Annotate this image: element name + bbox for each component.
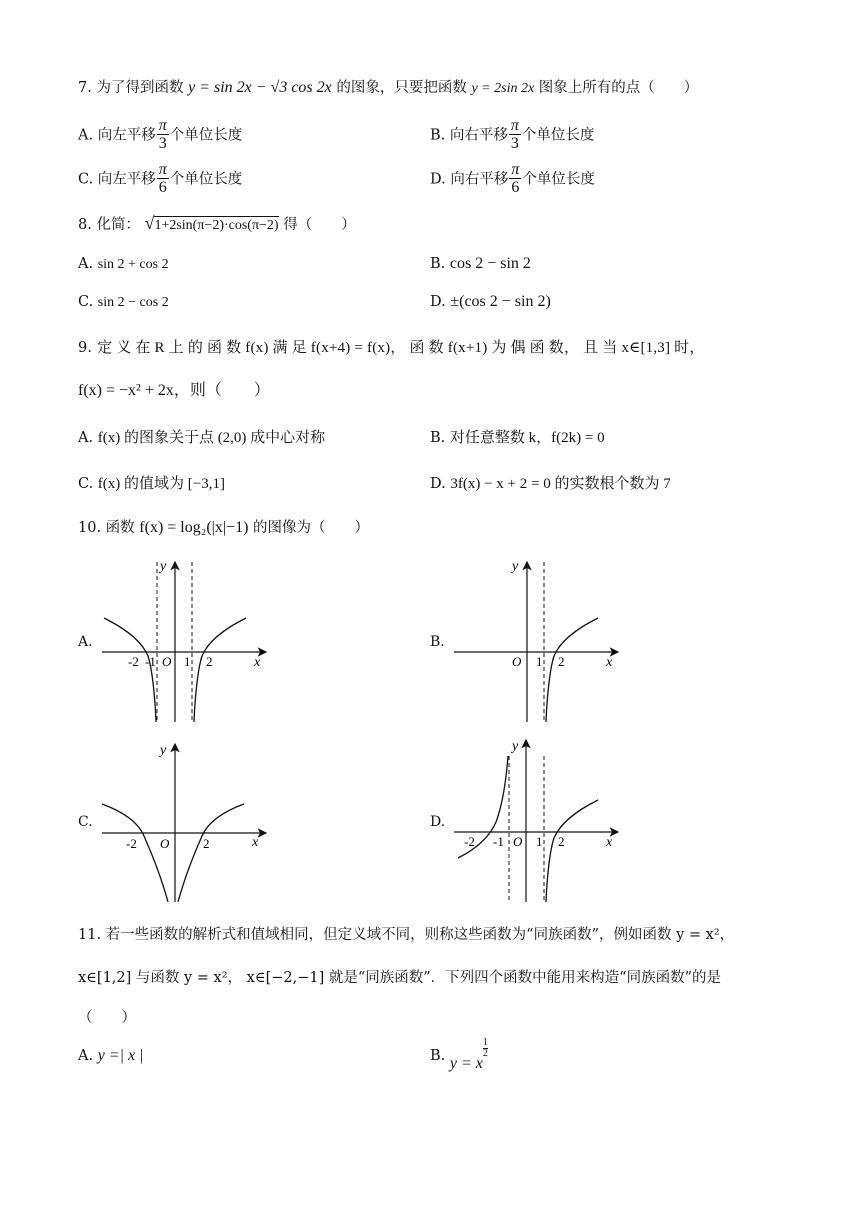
q11-line1-text: 若一些函数的解析式和值域相同，但定义域不同，则称这些函数为“同族函数”，例如函数 y = x²，: [105, 927, 735, 943]
tick-m2: -2: [126, 836, 137, 851]
tick-p2: 2: [558, 834, 565, 849]
q8-stem-pre: 化简：: [96, 217, 140, 233]
q10-graph-d[interactable]: [450, 736, 630, 906]
curve-right: [546, 800, 598, 902]
q7-option-c[interactable]: [78, 162, 242, 197]
option-text: 个单位长度: [521, 127, 595, 144]
q7-stem: [78, 78, 698, 99]
q8-option-d[interactable]: [430, 292, 551, 312]
q9-stem-line1: [78, 338, 705, 358]
q9-number: 9.: [78, 340, 93, 356]
q11-option-b[interactable]: [430, 1037, 488, 1072]
frac-denominator: 6: [158, 179, 167, 196]
tick-p2: 2: [203, 836, 210, 851]
curve-right: [194, 618, 246, 722]
q8-stem: [78, 213, 356, 236]
option-text: f(x) 的值域为 [−3,1]: [97, 476, 225, 492]
option-text: 向左平移: [97, 171, 156, 188]
option-label: B.: [430, 256, 446, 272]
option-text: 对任意整数 k，f(2k) = 0: [449, 430, 605, 446]
option-text: 个单位长度: [169, 171, 243, 188]
option-label: A.: [78, 127, 94, 144]
q7-option-a[interactable]: [78, 118, 242, 153]
q7-formula-target: y = sin 2x − √3 cos 2x: [188, 79, 332, 96]
q10-option-a-label[interactable]: A.: [78, 634, 93, 650]
option-text: f(x) 的图象关于点 (2,0) 成中心对称: [97, 430, 326, 446]
q10-stem-pre: 函数: [105, 520, 135, 536]
tick-m2: -2: [128, 654, 139, 669]
option-text: y =| x |: [97, 1047, 144, 1064]
curve-left: [104, 618, 156, 722]
tick-m1: -1: [493, 834, 504, 849]
origin-label: O: [162, 654, 172, 669]
q9-option-b[interactable]: [430, 428, 605, 448]
tick-p1: 1: [184, 654, 191, 669]
tick-p1: 1: [536, 834, 543, 849]
sqrt-sign: √: [144, 213, 155, 233]
q7-stem-mid: 的图象，只要把函数: [336, 80, 467, 96]
q9-line2-text: f(x) = −x² + 2x，则（ ）: [78, 382, 270, 399]
curve-right: [546, 618, 598, 722]
exponent: [483, 1038, 488, 1059]
option-label: B.: [430, 127, 446, 144]
option-text: cos 2 − sin 2: [449, 255, 531, 272]
option-label: A.: [78, 256, 94, 272]
q11-stem-line1: [78, 925, 734, 945]
tick-m2: -2: [464, 834, 475, 849]
q11-line2-text: x∈[1,2] 与函数 y = x²， x∈[−2,−1] 就是“同族函数”．下列四个函数中能用来构造“同族函数”的是: [78, 970, 722, 986]
q9-option-d[interactable]: [430, 474, 671, 494]
option-text: sin 2 + cos 2: [97, 257, 169, 272]
q10-stem: [78, 518, 369, 538]
q8-option-b[interactable]: [430, 254, 531, 274]
curve-left: [102, 804, 168, 902]
q8-formula: 1+2sin(π−2)·cos(π−2): [154, 218, 279, 233]
q10-graph-c[interactable]: [98, 740, 278, 904]
tick-p2: 2: [206, 654, 213, 669]
option-label: A.: [78, 430, 94, 446]
x-label: x: [252, 835, 259, 850]
q11-stem-line2: [78, 968, 721, 988]
option-label: B.: [430, 1048, 446, 1064]
q7-option-d[interactable]: [430, 162, 595, 197]
option-label: D.: [430, 476, 446, 492]
q7-stem-post: 图象上所有的点（ ）: [538, 80, 699, 96]
option-text: 个单位长度: [169, 127, 243, 144]
q10-option-d-label[interactable]: D.: [430, 814, 446, 830]
q8-option-c[interactable]: [78, 292, 169, 313]
option-label: C.: [78, 171, 94, 188]
origin-label: O: [512, 654, 522, 669]
q9-option-c[interactable]: [78, 474, 225, 494]
option-text: sin 2 − cos 2: [97, 295, 169, 310]
y-label: y: [160, 743, 167, 758]
x-label: x: [606, 835, 613, 850]
y-label: y: [160, 559, 167, 574]
q8-option-a[interactable]: [78, 254, 169, 275]
y-label: y: [512, 739, 519, 754]
option-text: 向右平移: [450, 171, 509, 188]
q11-option-a[interactable]: [78, 1046, 144, 1066]
q10-option-c-label[interactable]: C.: [78, 814, 93, 830]
tick-p1: 1: [536, 654, 543, 669]
tick-p2: 2: [558, 654, 565, 669]
q11-line3-text: （ ）: [78, 1010, 136, 1026]
q10-formula: f(x) = log₂(|x|−1): [139, 519, 249, 536]
frac-denominator: 3: [158, 135, 167, 152]
option-text: 向左平移: [97, 127, 156, 144]
frac-denominator: 3: [510, 135, 519, 152]
origin-label: O: [160, 836, 170, 851]
q8-number: 8.: [78, 217, 92, 233]
frac-numerator: π: [158, 161, 167, 178]
frac-denominator: 6: [511, 179, 520, 196]
q7-option-b[interactable]: [430, 118, 594, 153]
option-label: B.: [430, 430, 446, 446]
option-text: 3f(x) − x + 2 = 0 的实数根个数为 7: [450, 476, 671, 492]
option-text: y = x: [449, 1055, 483, 1072]
option-text: ±(cos 2 − sin 2): [450, 293, 551, 310]
q9-option-a[interactable]: [78, 428, 325, 448]
q9-stem-line2: [78, 381, 270, 401]
q7-stem-pre: 为了得到函数: [96, 80, 184, 96]
x-label: x: [606, 655, 613, 670]
q10-graph-a[interactable]: [98, 556, 278, 728]
q11-number: 11.: [78, 927, 102, 943]
option-label: D.: [430, 294, 446, 310]
q7-formula-source: y = 2sin 2x: [471, 81, 535, 96]
option-label: A.: [78, 1048, 94, 1064]
tick-m1: -1: [145, 654, 156, 669]
option-text: 向右平移: [449, 127, 508, 144]
option-label: D.: [430, 171, 446, 188]
q10-graph-b[interactable]: [450, 556, 630, 728]
curve-right: [178, 804, 244, 902]
q9-line1-text: 定 义 在 R 上 的 函 数 f(x) 满 足 f(x+4) = f(x)， 函 数 f(x+1) 为 偶 函 数， 且 当 x∈[1,3] 时，: [97, 340, 705, 356]
origin-label: O: [513, 834, 523, 849]
q7-number: 7.: [78, 80, 92, 96]
option-text: 个单位长度: [522, 171, 595, 188]
option-label: C.: [78, 294, 94, 310]
q11-stem-line3: [78, 1008, 136, 1028]
exp-denominator: 2: [482, 1048, 488, 1059]
frac-numerator: π: [158, 117, 167, 134]
x-label: x: [254, 655, 261, 670]
q10-option-b-label[interactable]: B.: [430, 634, 445, 650]
frac-numerator: π: [511, 161, 520, 178]
q10-number: 10.: [78, 520, 102, 536]
y-label: y: [512, 559, 519, 574]
exp-numerator: 1: [482, 1037, 488, 1048]
frac-numerator: π: [510, 117, 519, 134]
q8-stem-post: 得（ ）: [283, 217, 356, 233]
option-label: C.: [78, 476, 94, 492]
q10-stem-post: 的图像为（ ）: [253, 520, 370, 536]
